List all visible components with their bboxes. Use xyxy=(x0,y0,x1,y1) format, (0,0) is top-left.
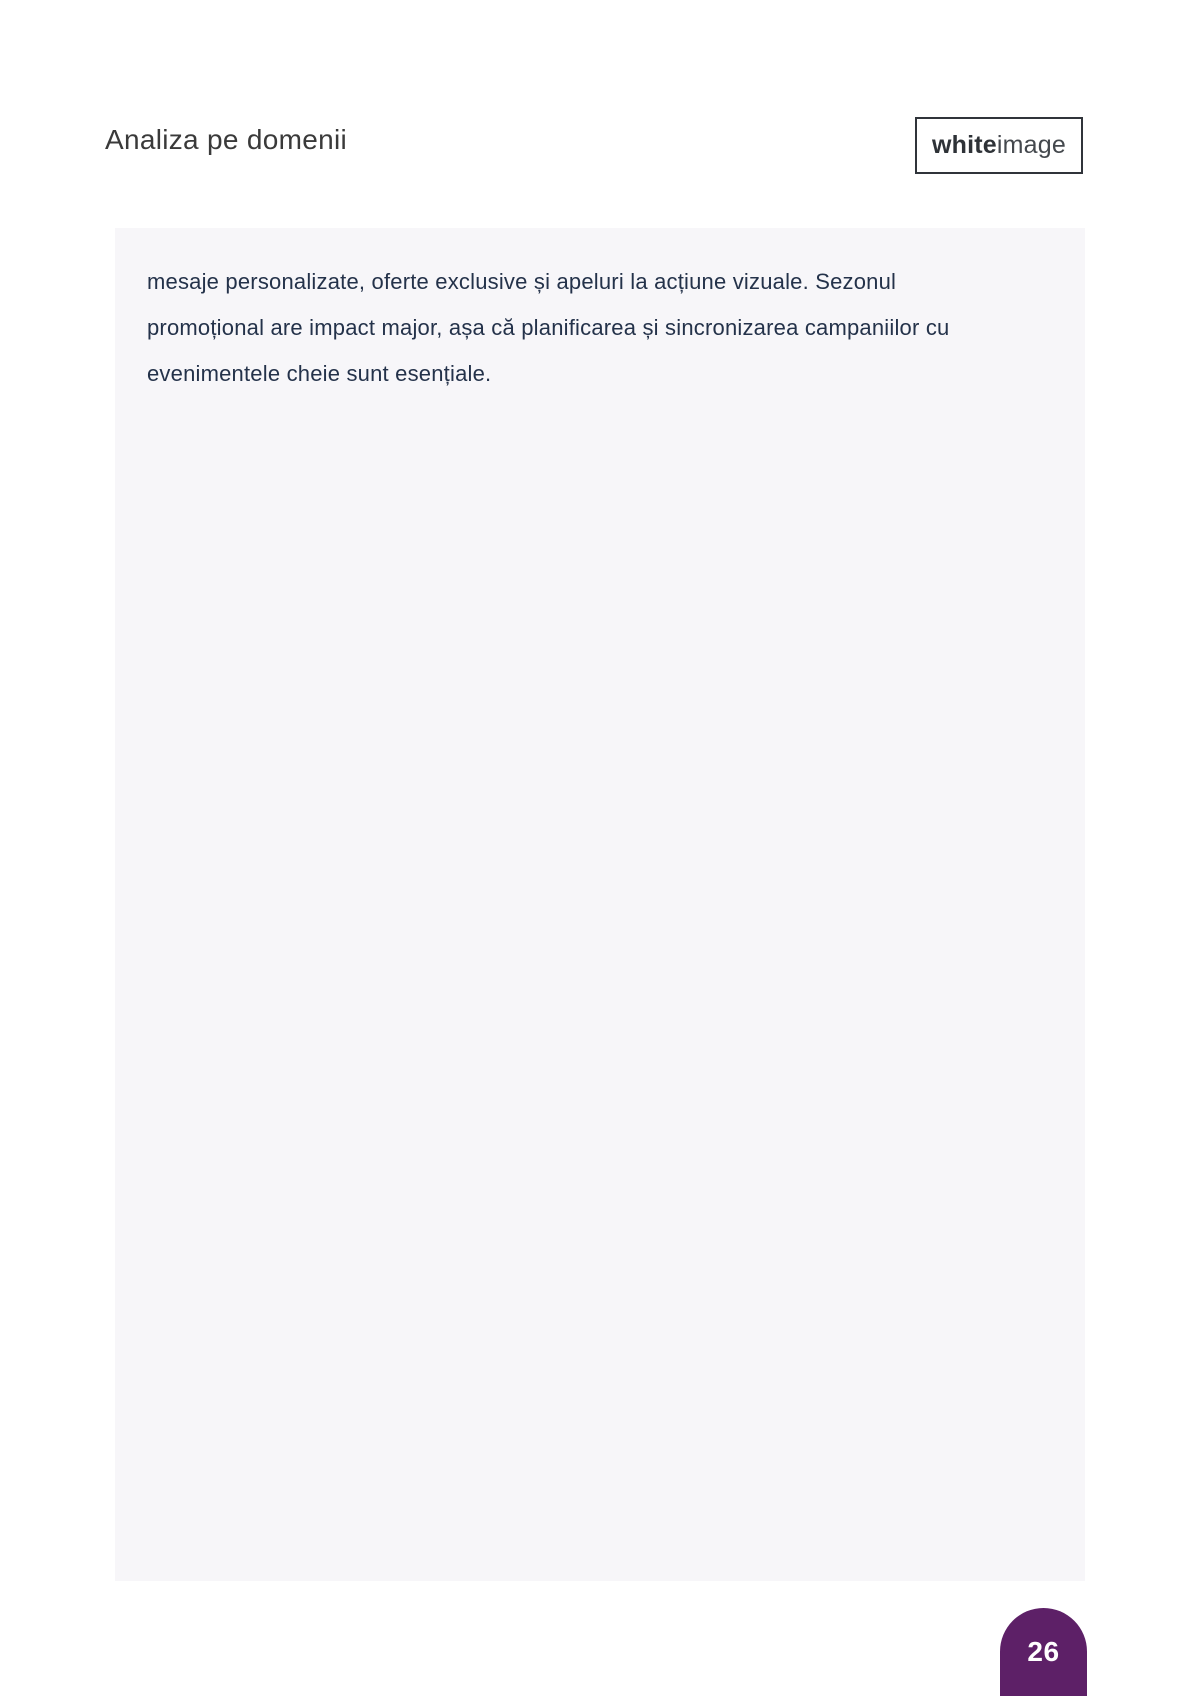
logo-text-light: image xyxy=(996,131,1066,159)
content-panel xyxy=(115,228,1085,1581)
body-paragraph xyxy=(147,259,1047,397)
logo-text-bold: white xyxy=(932,131,997,159)
paragraph-line-3: evenimentele cheie sunt esențiale. xyxy=(147,361,492,386)
page-number: 26 xyxy=(1027,1636,1060,1667)
whiteimage-logo xyxy=(915,117,1083,174)
paragraph-line-2: promoțional are impact major, așa că planificarea și sincronizarea campaniilor cu xyxy=(147,315,950,340)
paragraph-line-1: mesaje personalizate, oferte exclusive și apeluri la acțiune vizuale. Sezonul xyxy=(147,269,897,294)
page-number-badge xyxy=(1000,1608,1087,1696)
page-title: Analiza pe domenii xyxy=(105,124,347,155)
